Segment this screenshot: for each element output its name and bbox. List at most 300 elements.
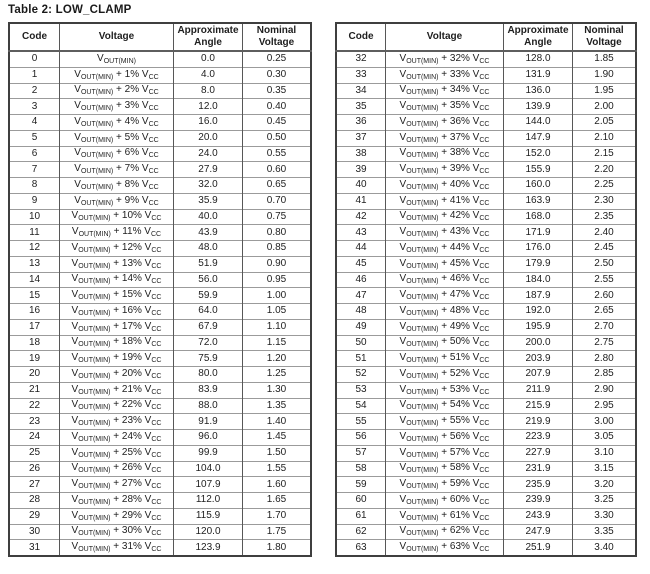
- cell-voltage: $V_{OUT(MIN)} + 11\%$ $V_{CC}$: [60, 225, 174, 241]
- cell-nominal-voltage: 0.40: [243, 99, 312, 115]
- subscript-text: CC: [479, 57, 490, 65]
- subscript-text: OUT(MIN): [406, 498, 439, 506]
- table-row: [9, 304, 311, 320]
- cell-code: 43: [336, 225, 386, 241]
- cell-nominal-voltage: 1.30: [243, 382, 312, 398]
- table-row: [9, 382, 311, 398]
- cell-approximate-angle: 32.0: [174, 178, 243, 194]
- cell-approximate-angle: 20.0: [174, 130, 243, 146]
- subscript-text: OUT(MIN): [406, 183, 439, 191]
- col-header-approximate-angle: Approximate Angle: [174, 23, 243, 51]
- cell-code: 54: [336, 398, 386, 414]
- subscript-text: OUT(MIN): [406, 215, 439, 223]
- cell-approximate-angle: 96.0: [174, 430, 243, 446]
- table-row: [9, 178, 311, 194]
- cell-approximate-angle: 184.0: [504, 272, 573, 288]
- subscript-text: CC: [479, 152, 490, 160]
- cell-code: 57: [336, 445, 386, 461]
- cell-voltage: $V_{OUT(MIN)} + 60\%$ $V_{CC}$: [386, 493, 504, 509]
- cell-nominal-voltage: 1.45: [243, 430, 312, 446]
- table-row: [336, 304, 636, 320]
- cell-voltage: $V_{OUT(MIN)} + 10\%$ $V_{CC}$: [60, 209, 174, 225]
- subscript-text: CC: [479, 246, 490, 254]
- subscript-text: CC: [151, 483, 162, 491]
- cell-approximate-angle: 227.9: [504, 445, 573, 461]
- cell-nominal-voltage: 2.50: [573, 256, 637, 272]
- cell-code: 17: [9, 319, 60, 335]
- cell-nominal-voltage: 1.25: [243, 367, 312, 383]
- cell-code: 60: [336, 493, 386, 509]
- cell-approximate-angle: 35.9: [174, 193, 243, 209]
- subscript-text: CC: [479, 451, 490, 459]
- cell-nominal-voltage: 1.85: [573, 51, 637, 67]
- table-row: [336, 508, 636, 524]
- subscript-text: OUT(MIN): [406, 372, 439, 380]
- subscript-text: CC: [479, 514, 490, 522]
- subscript-text: CC: [479, 231, 490, 239]
- subscript-text: OUT(MIN): [78, 467, 111, 475]
- subscript-text: CC: [151, 357, 162, 365]
- cell-nominal-voltage: 0.25: [243, 51, 312, 67]
- table-row: [336, 445, 636, 461]
- cell-approximate-angle: 243.9: [504, 508, 573, 524]
- subscript-text: OUT(MIN): [80, 120, 114, 128]
- table-row: [9, 398, 311, 414]
- cell-voltage: $V_{OUT(MIN)} + 62\%$ $V_{CC}$: [386, 524, 504, 540]
- cell-code: 29: [9, 508, 60, 524]
- table-row: [336, 272, 636, 288]
- table-row: [9, 319, 311, 335]
- cell-approximate-angle: 107.9: [174, 477, 243, 493]
- cell-approximate-angle: 24.0: [174, 146, 243, 162]
- subscript-text: CC: [148, 183, 159, 191]
- subscript-text: OUT(MIN): [80, 152, 114, 160]
- cell-code: 36: [336, 115, 386, 131]
- table-row: [9, 67, 311, 83]
- subscript-text: OUT(MIN): [406, 514, 439, 522]
- cell-code: 1: [9, 67, 60, 83]
- cell-voltage: $V_{OUT(MIN)} + 15\%$ $V_{CC}$: [60, 288, 174, 304]
- subscript-text: OUT(MIN): [80, 89, 114, 97]
- cell-nominal-voltage: 2.30: [573, 193, 637, 209]
- cell-nominal-voltage: 0.80: [243, 225, 312, 241]
- table-caption: Table 2: LOW_CLAMP: [8, 4, 132, 16]
- table-row: [9, 146, 311, 162]
- cell-code: 27: [9, 477, 60, 493]
- cell-voltage: $V_{OUT(MIN)} + 52\%$ $V_{CC}$: [386, 367, 504, 383]
- cell-code: 24: [9, 430, 60, 446]
- cell-voltage: $V_{OUT(MIN)} + 25\%$ $V_{CC}$: [60, 445, 174, 461]
- cell-voltage: $V_{OUT(MIN)} + 20\%$ $V_{CC}$: [60, 367, 174, 383]
- cell-approximate-angle: 27.9: [174, 162, 243, 178]
- cell-voltage: $V_{OUT(MIN)} + 13\%$ $V_{CC}$: [60, 256, 174, 272]
- subscript-text: OUT(MIN): [78, 483, 111, 491]
- cell-approximate-angle: 139.9: [504, 99, 573, 115]
- cell-code: 40: [336, 178, 386, 194]
- table-row: [9, 540, 311, 556]
- cell-voltage: $V_{OUT(MIN)} + 19\%$ $V_{CC}$: [60, 351, 174, 367]
- cell-approximate-angle: 88.0: [174, 398, 243, 414]
- cell-approximate-angle: 235.9: [504, 477, 573, 493]
- cell-voltage: $V_{OUT(MIN)} + 34\%$ $V_{CC}$: [386, 83, 504, 99]
- cell-nominal-voltage: 2.55: [573, 272, 637, 288]
- cell-nominal-voltage: 2.85: [573, 367, 637, 383]
- cell-voltage: $V_{OUT(MIN)} + 27\%$ $V_{CC}$: [60, 477, 174, 493]
- cell-approximate-angle: 195.9: [504, 319, 573, 335]
- subscript-text: CC: [479, 372, 490, 380]
- cell-approximate-angle: 99.9: [174, 445, 243, 461]
- cell-nominal-voltage: 0.85: [243, 241, 312, 257]
- cell-code: 30: [9, 524, 60, 540]
- cell-approximate-angle: 16.0: [174, 115, 243, 131]
- table-row: [9, 272, 311, 288]
- table-row: [336, 51, 636, 67]
- subscript-text: CC: [148, 73, 159, 81]
- cell-code: 2: [9, 83, 60, 99]
- subscript-text: OUT(MIN): [78, 498, 111, 506]
- table-row: [336, 130, 636, 146]
- cell-code: 26: [9, 461, 60, 477]
- cell-code: 41: [336, 193, 386, 209]
- cell-voltage: $V_{OUT(MIN)} + 7\%$ $V_{CC}$: [60, 162, 174, 178]
- subscript-text: CC: [151, 404, 162, 412]
- cell-nominal-voltage: 3.30: [573, 508, 637, 524]
- table-row: [336, 83, 636, 99]
- cell-approximate-angle: 211.9: [504, 382, 573, 398]
- table-row: [9, 493, 311, 509]
- cell-code: 15: [9, 288, 60, 304]
- cell-nominal-voltage: 2.75: [573, 335, 637, 351]
- subscript-text: OUT(MIN): [78, 451, 111, 459]
- cell-code: 32: [355, 53, 367, 65]
- subscript-text: CC: [151, 435, 162, 443]
- col-header-nominal-voltage: Nominal Voltage: [573, 23, 637, 51]
- subscript-text: OUT(MIN): [78, 420, 111, 428]
- subscript-text: OUT(MIN): [406, 73, 439, 81]
- cell-voltage: $V_{OUT(MIN)} + 17\%$ $V_{CC}$: [60, 319, 174, 335]
- table-row: [336, 193, 636, 209]
- subscript-text: OUT(MIN): [406, 357, 439, 365]
- cell-code: 58: [336, 461, 386, 477]
- cell-voltage: $V_{OUT(MIN)} + 8\%$ $V_{CC}$: [60, 178, 174, 194]
- cell-voltage: $V_{OUT(MIN)} + 49\%$ $V_{CC}$: [386, 319, 504, 335]
- cell-nominal-voltage: 3.00: [573, 414, 637, 430]
- cell-approximate-angle: 72.0: [174, 335, 243, 351]
- cell-nominal-voltage: 2.45: [573, 241, 637, 257]
- cell-nominal-voltage: 1.80: [243, 540, 312, 556]
- cell-nominal-voltage: 1.60: [243, 477, 312, 493]
- cell-code: 28: [9, 493, 60, 509]
- cell-voltage: $V_{OUT(MIN)} + 35\%$ $V_{CC}$: [386, 99, 504, 115]
- cell-code: 38: [336, 146, 386, 162]
- table-row: [336, 351, 636, 367]
- cell-voltage: $V_{OUT(MIN)} + 12\%$ $V_{CC}$: [60, 241, 174, 257]
- cell-voltage: $V_{OUT(MIN)} + 28\%$ $V_{CC}$: [60, 493, 174, 509]
- subscript-text: CC: [479, 294, 490, 302]
- cell-approximate-angle: 91.9: [174, 414, 243, 430]
- cell-nominal-voltage: 3.40: [573, 540, 637, 556]
- subscript-text: CC: [479, 105, 490, 113]
- cell-nominal-voltage: 0.30: [243, 67, 312, 83]
- subscript-text: OUT(MIN): [406, 231, 439, 239]
- cell-approximate-angle: 8.0: [174, 83, 243, 99]
- cell-voltage: $V_{OUT(MIN)} + 44\%$ $V_{CC}$: [386, 241, 504, 257]
- cell-voltage: $V_{OUT(MIN)} + 56\%$ $V_{CC}$: [386, 430, 504, 446]
- cell-code: 13: [9, 256, 60, 272]
- cell-approximate-angle: 152.0: [504, 146, 573, 162]
- cell-voltage: $V_{OUT(MIN)} + 26\%$ $V_{CC}$: [60, 461, 174, 477]
- cell-code: 35: [336, 99, 386, 115]
- subscript-text: CC: [479, 278, 490, 286]
- subscript-text: OUT(MIN): [406, 89, 439, 97]
- cell-voltage: $V_{OUT(MIN)} + 5\%$ $V_{CC}$: [60, 130, 174, 146]
- subscript-text: CC: [151, 294, 162, 302]
- table-row: [9, 83, 311, 99]
- cell-approximate-angle: 112.0: [174, 493, 243, 509]
- subscript-text: CC: [479, 136, 490, 144]
- table-row: [9, 225, 311, 241]
- cell-approximate-angle: 239.9: [504, 493, 573, 509]
- table-row: [9, 51, 311, 67]
- subscript-text: CC: [151, 420, 162, 428]
- subscript-text: OUT(MIN): [406, 246, 439, 254]
- cell-voltage: $V_{OUT(MIN)} + 42\%$ $V_{CC}$: [386, 209, 504, 225]
- cell-code: 14: [9, 272, 60, 288]
- cell-approximate-angle: 168.0: [504, 209, 573, 225]
- subscript-text: CC: [479, 183, 490, 191]
- cell-code: 23: [9, 414, 60, 430]
- table-row: [9, 508, 311, 524]
- cell-voltage: $V_{OUT(MIN)} + 4\%$ $V_{CC}$: [60, 115, 174, 131]
- subscript-text: CC: [148, 168, 159, 176]
- table-row: [336, 178, 636, 194]
- cell-nominal-voltage: 1.35: [243, 398, 312, 414]
- subscript-text: OUT(MIN): [78, 404, 111, 412]
- cell-approximate-angle: 251.9: [504, 540, 573, 556]
- cell-code: 19: [9, 351, 60, 367]
- cell-voltage: $V_{OUT(MIN)} + 3\%$ $V_{CC}$: [60, 99, 174, 115]
- cell-code: 63: [336, 540, 386, 556]
- subscript-text: CC: [479, 435, 490, 443]
- subscript-text: OUT(MIN): [406, 57, 439, 65]
- cell-voltage: $V_{OUT(MIN)} + 16\%$ $V_{CC}$: [60, 304, 174, 320]
- table-row: [336, 209, 636, 225]
- cell-code: 21: [9, 382, 60, 398]
- table-row: [336, 524, 636, 540]
- cell-nominal-voltage: 1.10: [243, 319, 312, 335]
- cell-nominal-voltage: 2.20: [573, 162, 637, 178]
- cell-code: 33: [336, 67, 386, 83]
- cell-voltage: $V_{OUT(MIN)} + 18\%$ $V_{CC}$: [60, 335, 174, 351]
- table-row: [9, 351, 311, 367]
- subscript-text: CC: [479, 199, 490, 207]
- table-row: [9, 130, 311, 146]
- subscript-text: CC: [148, 89, 159, 97]
- cell-nominal-voltage: 1.55: [243, 461, 312, 477]
- cell-voltage: $V_{OUT(MIN)} + 45\%$ $V_{CC}$: [386, 256, 504, 272]
- cell-nominal-voltage: 1.05: [243, 304, 312, 320]
- subscript-text: OUT(MIN): [406, 136, 439, 144]
- subscript-text: OUT(MIN): [406, 294, 439, 302]
- cell-voltage: $V_{OUT(MIN)} + 43\%$ $V_{CC}$: [386, 225, 504, 241]
- subscript-text: CC: [151, 341, 162, 349]
- cell-nominal-voltage: 2.70: [573, 319, 637, 335]
- header-row: [9, 23, 311, 51]
- cell-approximate-angle: 80.0: [174, 367, 243, 383]
- cell-nominal-voltage: 0.35: [243, 83, 312, 99]
- cell-code: 49: [336, 319, 386, 335]
- subscript-text: OUT(MIN): [406, 546, 439, 554]
- cell-voltage: $V_{OUT(MIN)} + 22\%$ $V_{CC}$: [60, 398, 174, 414]
- subscript-text: OUT(MIN): [78, 435, 111, 443]
- cell-approximate-angle: 12.0: [174, 99, 243, 115]
- cell-code: 16: [9, 304, 60, 320]
- cell-approximate-angle: 83.9: [174, 382, 243, 398]
- subscript-text: OUT(MIN): [78, 546, 111, 554]
- cell-voltage: $V_{OUT(MIN)} + 55\%$ $V_{CC}$: [386, 414, 504, 430]
- subscript-text: OUT(MIN): [406, 435, 439, 443]
- cell-code: 5: [9, 130, 60, 146]
- table-row: [336, 256, 636, 272]
- cell-nominal-voltage: 0.45: [243, 115, 312, 131]
- subscript-text: CC: [479, 498, 490, 506]
- subscript-text: OUT(MIN): [406, 530, 439, 538]
- col-header-approximate-angle: Approximate Angle: [504, 23, 573, 51]
- cell-approximate-angle: 147.9: [504, 130, 573, 146]
- subscript-text: CC: [148, 120, 159, 128]
- cell-approximate-angle: 155.9: [504, 162, 573, 178]
- cell-approximate-angle: 176.0: [504, 241, 573, 257]
- cell-approximate-angle: 207.9: [504, 367, 573, 383]
- subscript-text: CC: [150, 231, 162, 239]
- table-row: [9, 256, 311, 272]
- subscript-text: CC: [479, 262, 490, 270]
- subscript-text: CC: [479, 546, 490, 554]
- subscript-text: CC: [479, 168, 490, 176]
- table-row: [336, 414, 636, 430]
- cell-nominal-voltage: 0.95: [243, 272, 312, 288]
- cell-code: 4: [9, 115, 60, 131]
- col-header-voltage: Voltage: [60, 23, 174, 51]
- subscript-text: OUT(MIN): [406, 404, 439, 412]
- cell-approximate-angle: 123.9: [174, 540, 243, 556]
- subscript-text: OUT(MIN): [78, 278, 111, 286]
- cell-nominal-voltage: 1.75: [243, 524, 312, 540]
- cell-code: 59: [336, 477, 386, 493]
- table-row: [336, 225, 636, 241]
- table-row: [336, 241, 636, 257]
- subscript-text: OUT(MIN): [78, 309, 111, 317]
- subscript-text: OUT(MIN): [406, 199, 439, 207]
- subscript-text: CC: [479, 483, 490, 491]
- cell-nominal-voltage: 1.70: [243, 508, 312, 524]
- subscript-text: CC: [151, 546, 162, 554]
- subscript-text: OUT(MIN): [406, 341, 439, 349]
- cell-approximate-angle: 223.9: [504, 430, 573, 446]
- subscript-text: CC: [151, 246, 162, 254]
- cell-voltage: $V_{OUT(MIN)} + 61\%$ $V_{CC}$: [386, 508, 504, 524]
- cell-nominal-voltage: 1.00: [243, 288, 312, 304]
- cell-approximate-angle: 219.9: [504, 414, 573, 430]
- cell-nominal-voltage: 0.60: [243, 162, 312, 178]
- col-header-code: Code: [9, 23, 60, 51]
- cell-nominal-voltage: 2.95: [573, 398, 637, 414]
- table-row: [9, 414, 311, 430]
- subscript-text: OUT(MIN): [406, 152, 439, 160]
- subscript-text: OUT(MIN): [80, 73, 114, 81]
- cell-voltage: $V_{OUT(MIN)} + 36\%$ $V_{CC}$: [386, 115, 504, 131]
- cell-nominal-voltage: 1.15: [243, 335, 312, 351]
- subscript-text: CC: [479, 73, 490, 81]
- cell-code: 51: [336, 351, 386, 367]
- cell-approximate-angle: 247.9: [504, 524, 573, 540]
- cell-code: 31: [9, 540, 60, 556]
- cell-approximate-angle: 4.0: [174, 67, 243, 83]
- table-row: [336, 382, 636, 398]
- cell-code: 52: [336, 367, 386, 383]
- cell-approximate-angle: 59.9: [174, 288, 243, 304]
- subscript-text: CC: [151, 372, 162, 380]
- subscript-text: OUT(MIN): [78, 341, 111, 349]
- subscript-text: OUT(MIN): [78, 294, 111, 302]
- cell-nominal-voltage: 2.00: [573, 99, 637, 115]
- table-row: [9, 162, 311, 178]
- cell-nominal-voltage: 2.10: [573, 130, 637, 146]
- table-row: [9, 193, 311, 209]
- subscript-text: CC: [151, 278, 162, 286]
- cell-nominal-voltage: 0.55: [243, 146, 312, 162]
- subscript-text: CC: [151, 262, 162, 270]
- cell-voltage: $V_{OUT(MIN)} + 58\%$ $V_{CC}$: [386, 461, 504, 477]
- cell-nominal-voltage: 3.35: [573, 524, 637, 540]
- cell-approximate-angle: 51.9: [174, 256, 243, 272]
- cell-approximate-angle: 171.9: [504, 225, 573, 241]
- subscript-text: OUT(MIN): [78, 388, 111, 396]
- cell-code: 55: [336, 414, 386, 430]
- table-row: [336, 461, 636, 477]
- cell-code: 0: [31, 53, 38, 65]
- cell-approximate-angle: 187.9: [504, 288, 573, 304]
- cell-approximate-angle: 131.9: [504, 67, 573, 83]
- table-row: [336, 67, 636, 83]
- cell-nominal-voltage: 2.65: [573, 304, 637, 320]
- subscript-text: CC: [148, 199, 159, 207]
- cell-voltage: $V_{OUT(MIN)} + 51\%$ $V_{CC}$: [386, 351, 504, 367]
- cell-nominal-voltage: 2.05: [573, 115, 637, 131]
- table-row: [9, 430, 311, 446]
- low-clamp-table-codes-32-63: [335, 22, 637, 557]
- subscript-text: OUT(MIN): [406, 168, 439, 176]
- table-row: [336, 99, 636, 115]
- cell-code: 53: [336, 382, 386, 398]
- table-row: [336, 540, 636, 556]
- table-row: [336, 335, 636, 351]
- subscript-text: CC: [479, 309, 490, 317]
- cell-nominal-voltage: 3.20: [573, 477, 637, 493]
- cell-nominal-voltage: 1.65: [243, 493, 312, 509]
- cell-nominal-voltage: 0.75: [243, 209, 312, 225]
- cell-approximate-angle: 200.0: [504, 335, 573, 351]
- subscript-text: CC: [151, 514, 162, 522]
- cell-code: 42: [336, 209, 386, 225]
- table-row: [336, 398, 636, 414]
- cell-voltage: $V_{OUT(MIN)} + 41\%$ $V_{CC}$: [386, 193, 504, 209]
- cell-approximate-angle: 179.9: [504, 256, 573, 272]
- cell-approximate-angle: 144.0: [504, 115, 573, 131]
- cell-nominal-voltage: 2.90: [573, 382, 637, 398]
- subscript-text: OUT(MIN): [406, 388, 439, 396]
- table-row: [336, 146, 636, 162]
